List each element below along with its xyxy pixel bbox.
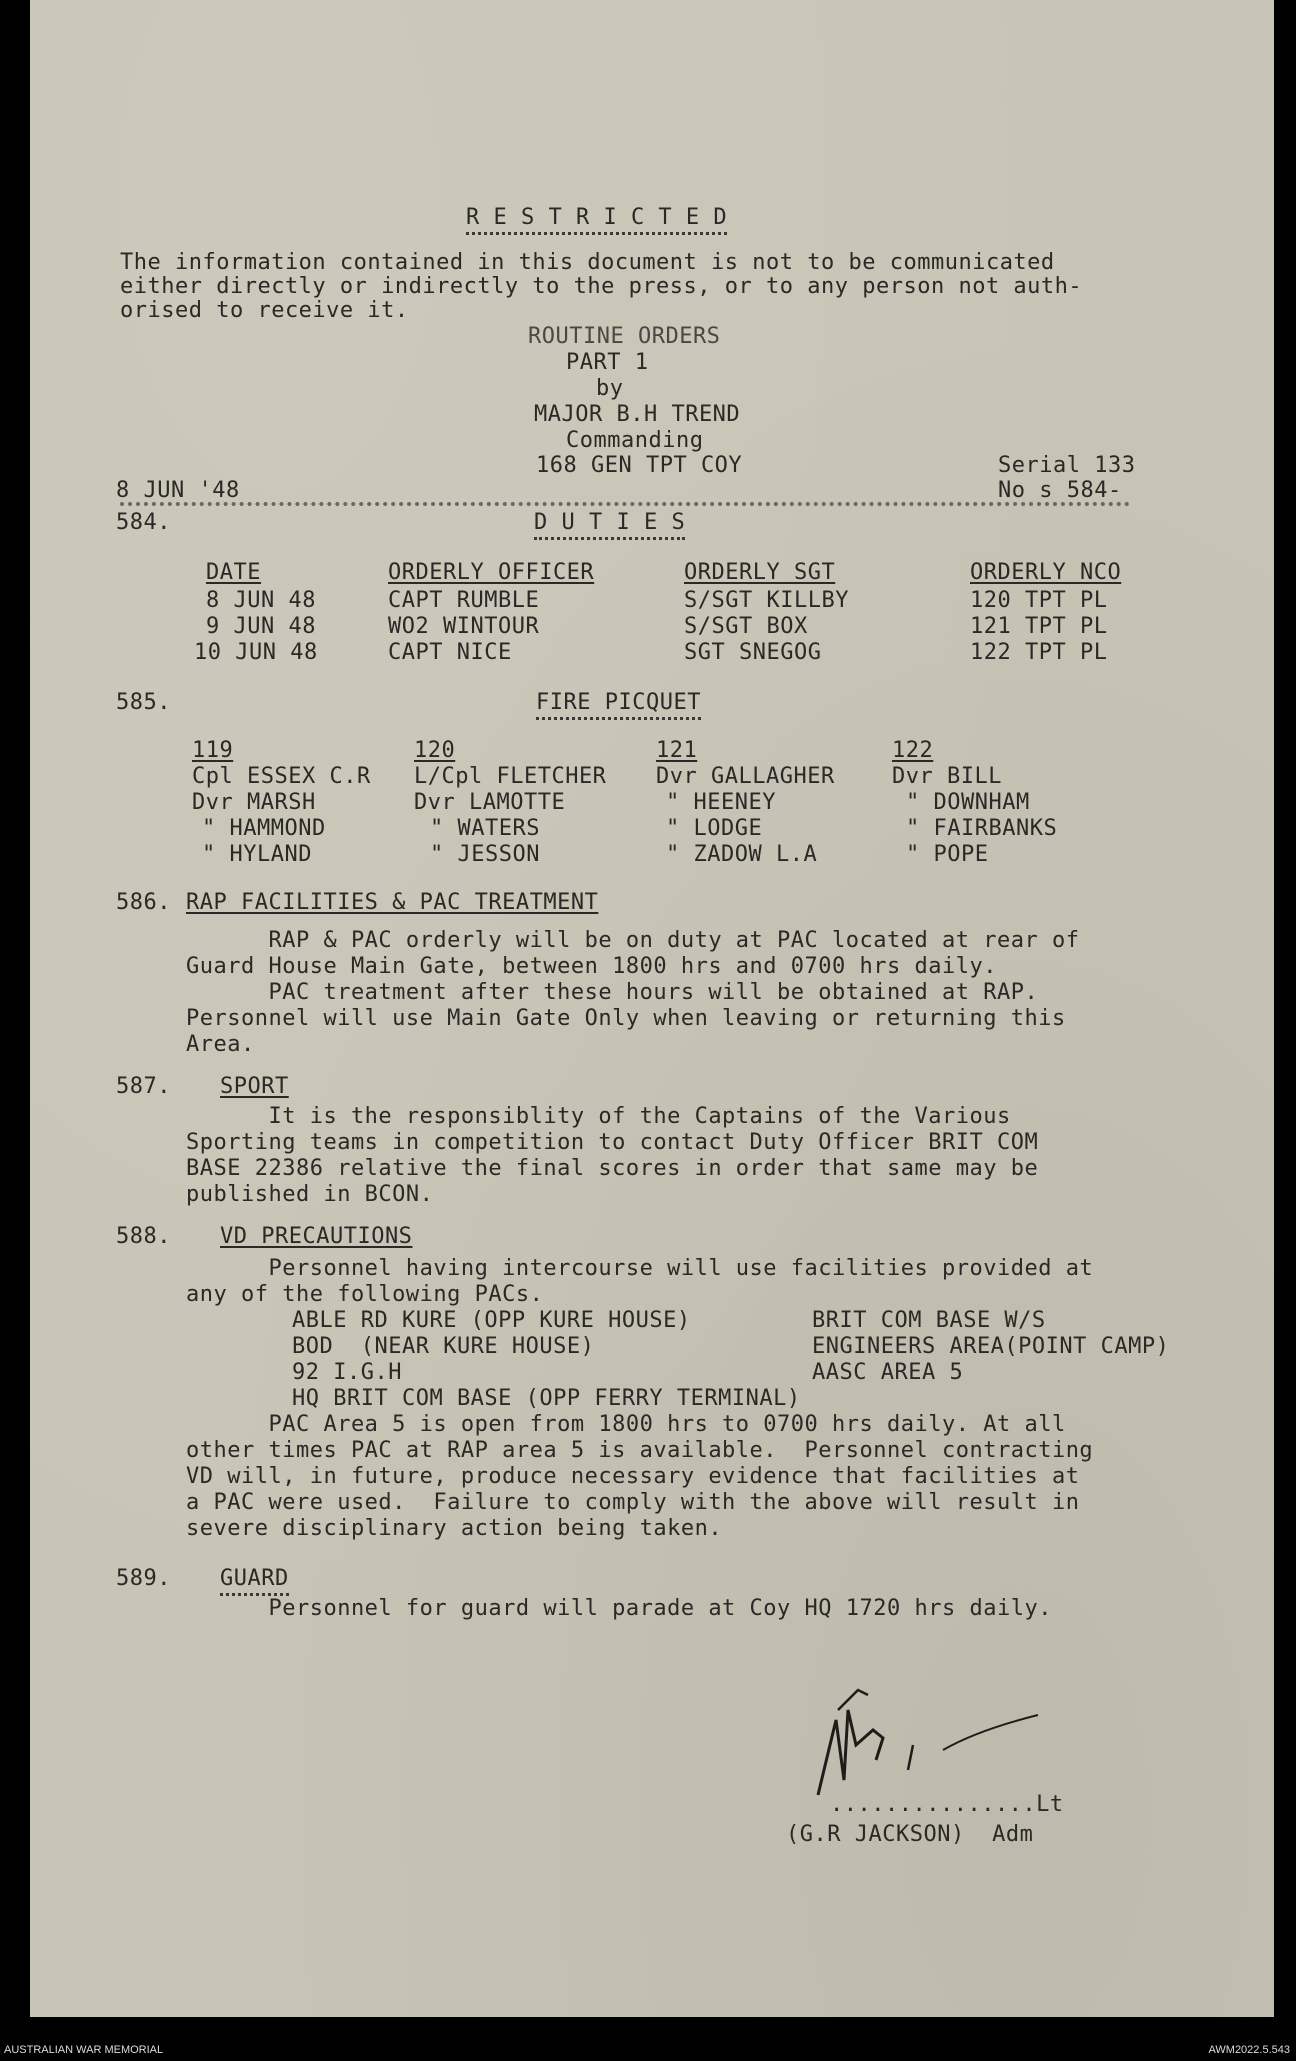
- guard-line-1: Personnel for guard will parade at Coy HQ 1720 hrs daily.: [186, 1596, 1052, 1621]
- rap-heading: RAP FACILITIES & PAC TREATMENT: [186, 890, 599, 915]
- picquet-120-member-2: Dvr LAMOTTE: [414, 790, 566, 815]
- rap-line-5: Area.: [186, 1032, 255, 1057]
- vd-line-2: any of the following PACs.: [186, 1282, 544, 1307]
- picquet-pl-121: 121: [656, 738, 698, 763]
- picquet-121-member-1: Dvr GALLAGHER: [656, 764, 835, 789]
- duties-heading: D U T I E S: [534, 510, 685, 540]
- notice-line-1: The information contained in this document is not to be communicated: [120, 250, 1055, 275]
- duties-row-3-nco: 122 TPT PL: [970, 640, 1108, 665]
- vd-after-line-5: severe disciplinary action being taken.: [186, 1516, 723, 1541]
- picquet-121-member-4: " ZADOW L.A: [666, 842, 818, 867]
- vd-after-line-4: a PAC were used. Failure to comply with the above will result in: [186, 1490, 1080, 1515]
- sport-heading: SPORT: [220, 1074, 289, 1099]
- picquet-120-member-3: " WATERS: [430, 816, 540, 841]
- rap-line-4: Personnel will use Main Gate Only when leaving or returning this: [186, 1006, 1066, 1031]
- document-page: [30, 0, 1274, 2017]
- title-part: PART 1: [566, 350, 649, 375]
- picquet-122-member-4: " POPE: [906, 842, 989, 867]
- vd-location-left-1: ABLE RD KURE (OPP KURE HOUSE): [292, 1308, 691, 1333]
- title-major: MAJOR B.H TREND: [534, 402, 741, 427]
- vd-location-right-1: BRIT COM BASE W/S: [812, 1308, 1046, 1333]
- signature-rank-line: ...............Lt: [830, 1792, 1064, 1817]
- duties-row-2-officer: WO2 WINTOUR: [388, 614, 540, 639]
- section-number-588: 588.: [116, 1224, 171, 1249]
- duties-row-2-nco: 121 TPT PL: [970, 614, 1108, 639]
- duties-row-2-date: 9 JUN 48: [206, 614, 316, 639]
- picquet-pl-122: 122: [892, 738, 934, 763]
- title-routine-orders: ROUTINE ORDERS: [528, 324, 721, 349]
- vd-line-1: Personnel having intercourse will use facilities provided at: [186, 1256, 1094, 1281]
- classification-heading: R E S T R I C T E D: [466, 205, 727, 235]
- vd-location-left-2: BOD (NEAR KURE HOUSE): [292, 1334, 595, 1359]
- fire-picquet-heading: FIRE PICQUET: [536, 690, 701, 720]
- sport-line-2: Sporting teams in competition to contact Duty Officer BRIT COM: [186, 1130, 1039, 1155]
- order-numbers: No s 584-: [998, 478, 1122, 503]
- section-number-585: 585.: [116, 690, 171, 715]
- picquet-119-member-2: Dvr MARSH: [192, 790, 316, 815]
- sport-line-4: published in BCON.: [186, 1182, 434, 1207]
- signature-name-line: (G.R JACKSON) Adm: [786, 1822, 1034, 1847]
- notice-line-2: either directly or indirectly to the press, or to any person not auth-: [120, 274, 1083, 299]
- section-number-589: 589.: [116, 1566, 171, 1591]
- vd-after-line-3: VD will, in future, produce necessary evidence that facilities at: [186, 1464, 1080, 1489]
- duties-row-3-officer: CAPT NICE: [388, 640, 512, 665]
- title-unit: 168 GEN TPT COY: [536, 453, 743, 478]
- rap-line-2: Guard House Main Gate, between 1800 hrs and 0700 hrs daily.: [186, 954, 997, 979]
- picquet-120-member-1: L/Cpl FLETCHER: [414, 764, 607, 789]
- picquet-121-member-3: " LODGE: [666, 816, 763, 841]
- section-number-586: 586.: [116, 890, 171, 915]
- picquet-119-member-3: " HAMMOND: [202, 816, 326, 841]
- section-number-584: 584.: [116, 510, 171, 535]
- document-date: 8 JUN '48: [116, 478, 240, 503]
- duties-row-1-nco: 120 TPT PL: [970, 588, 1108, 613]
- footer-source: AUSTRALIAN WAR MEMORIAL: [4, 2044, 164, 2056]
- title-by: by: [596, 376, 624, 401]
- rap-line-3: PAC treatment after these hours will be obtained at RAP.: [186, 980, 1039, 1005]
- duties-col-sgt: ORDERLY SGT: [684, 560, 836, 585]
- serial-number: Serial 133: [998, 453, 1136, 478]
- vd-location-right-3: AASC AREA 5: [812, 1360, 964, 1385]
- picquet-121-member-2: " HEENEY: [666, 790, 776, 815]
- picquet-pl-119: 119: [192, 738, 234, 763]
- sport-line-3: BASE 22386 relative the final scores in order that same may be: [186, 1156, 1039, 1181]
- vd-after-line-2: other times PAC at RAP area 5 is available. Personnel contracting: [186, 1438, 1094, 1463]
- rap-line-1: RAP & PAC orderly will be on duty at PAC located at rear of: [186, 928, 1080, 953]
- picquet-122-member-3: " FAIRBANKS: [906, 816, 1058, 841]
- picquet-122-member-1: Dvr BILL: [892, 764, 1002, 789]
- picquet-119-member-1: Cpl ESSEX C.R: [192, 764, 371, 789]
- vd-location-left-4: HQ BRIT COM BASE (OPP FERRY TERMINAL): [292, 1386, 801, 1411]
- picquet-119-member-4: " HYLAND: [202, 842, 312, 867]
- duties-row-3-sgt: SGT SNEGOG: [684, 640, 822, 665]
- picquet-pl-120: 120: [414, 738, 456, 763]
- vd-location-left-3: 92 I.G.H: [292, 1360, 402, 1385]
- sport-line-1: It is the responsiblity of the Captains of the Various: [186, 1104, 1011, 1129]
- duties-col-nco: ORDERLY NCO: [970, 560, 1122, 585]
- picquet-120-member-4: " JESSON: [430, 842, 540, 867]
- vd-after-line-1: PAC Area 5 is open from 1800 hrs to 0700 hrs daily. At all: [186, 1412, 1066, 1437]
- duties-col-date: DATE: [206, 560, 261, 585]
- notice-line-3: orised to receive it.: [120, 298, 409, 323]
- header-divider: [120, 502, 1130, 506]
- duties-col-officer: ORDERLY OFFICER: [388, 560, 595, 585]
- duties-row-3-date: 10 JUN 48: [194, 640, 318, 665]
- title-commanding: Commanding: [566, 428, 704, 453]
- section-number-587: 587.: [116, 1074, 171, 1099]
- duties-row-1-officer: CAPT RUMBLE: [388, 588, 540, 613]
- duties-row-1-date: 8 JUN 48: [206, 588, 316, 613]
- footer-accession: AWM2022.5.543: [1208, 2044, 1290, 2056]
- guard-heading: GUARD: [220, 1566, 289, 1596]
- vd-location-right-2: ENGINEERS AREA(POINT CAMP): [812, 1334, 1170, 1359]
- duties-row-1-sgt: S/SGT KILLBY: [684, 588, 849, 613]
- vd-heading: VD PRECAUTIONS: [220, 1224, 413, 1249]
- handwritten-signature: [748, 1650, 1048, 1810]
- duties-row-2-sgt: S/SGT BOX: [684, 614, 808, 639]
- picquet-122-member-2: " DOWNHAM: [906, 790, 1030, 815]
